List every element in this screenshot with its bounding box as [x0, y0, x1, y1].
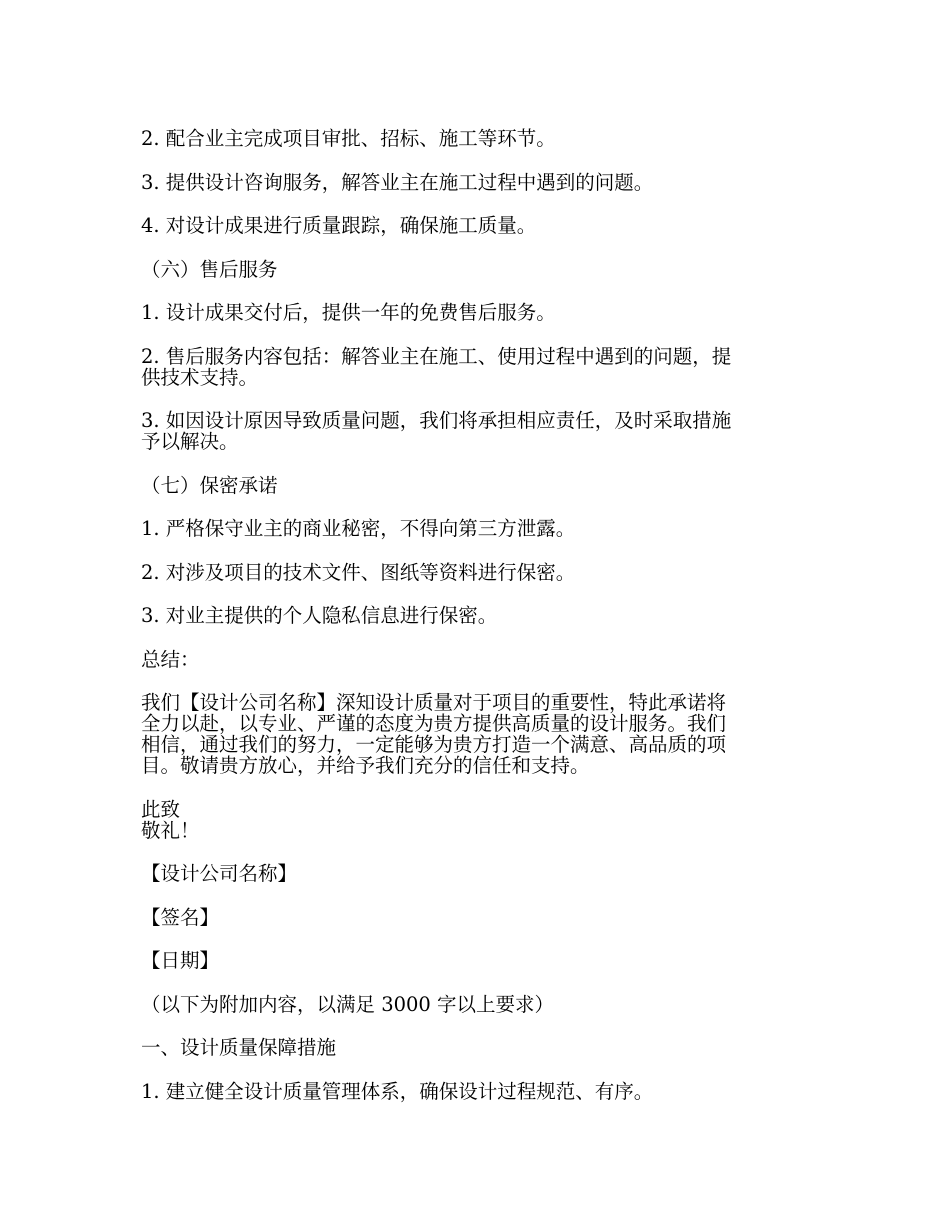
text-line: 敬礼！ [141, 818, 200, 842]
list-item-1-trade-secrets [141, 518, 806, 539]
closing-salutation [141, 799, 806, 841]
text-line: 3. 如因设计原因导致质量问题，我们将承担相应责任，及时采取措施 [141, 409, 732, 432]
text-line: 一、设计质量保障措施 [141, 1036, 337, 1059]
text-line: 全力以赴，以专业、严谨的态度为贵方提供高质量的设计服务。我们 [141, 712, 727, 735]
text-line: （七）保密承诺 [141, 473, 278, 497]
signature-company-name [141, 863, 806, 884]
text-line: 【签名】 [141, 905, 220, 929]
text-line: 【日期】 [141, 949, 220, 972]
text-line: （以下为附加内容，以满足 3000 字以上要求） [141, 992, 555, 1016]
text-line: 供技术支持。 [141, 365, 259, 389]
list-item-3-consulting [141, 172, 806, 193]
text-line: 1. 建立健全设计质量管理体系，确保设计过程规范、有序。 [141, 1079, 654, 1103]
text-line: 目。敬请贵方放心，并给予我们充分的信任和支持。 [141, 754, 590, 777]
text-line: 4. 对设计成果进行质量跟踪，确保施工质量。 [141, 214, 537, 237]
text-line: 相信，通过我们的努力，一定能够为贵方打造一个满意、高品质的项 [141, 733, 727, 756]
text-line: 【设计公司名称】 [141, 862, 298, 885]
text-line: 此致 [141, 797, 181, 821]
summary-paragraph [141, 692, 806, 776]
text-line: 3. 提供设计咨询服务，解答业主在施工过程中遇到的问题。 [141, 170, 654, 194]
section-heading-quality-measures [141, 1037, 806, 1058]
list-item-2-technical-docs [141, 562, 806, 583]
text-line: （六）售后服务 [141, 257, 278, 281]
appendix-note [141, 994, 806, 1015]
signature-date [141, 950, 806, 971]
text-line: 3. 对业主提供的个人隐私信息进行保密。 [141, 604, 498, 627]
list-item-1-quality-system [141, 1081, 806, 1102]
list-item-4-quality-tracking [141, 215, 806, 236]
text-line: 2. 配合业主完成项目审批、招标、施工等环节。 [141, 127, 556, 150]
list-item-3-liability [141, 410, 806, 452]
text-line: 我们【设计公司名称】深知设计质量对于项目的重要性，特此承诺将 [141, 691, 727, 714]
list-item-2-coordinate-approval [141, 128, 806, 149]
section-heading-after-sales [141, 259, 806, 280]
text-line: 总结： [141, 647, 200, 671]
text-line: 2. 对涉及项目的技术文件、图纸等资料进行保密。 [141, 560, 576, 584]
text-line: 1. 设计成果交付后，提供一年的免费售后服务。 [141, 301, 556, 324]
list-item-2-service-content [141, 346, 806, 388]
summary-heading [141, 649, 806, 670]
list-item-1-free-service [141, 302, 806, 323]
section-heading-confidentiality [141, 475, 806, 496]
text-line: 2. 售后服务内容包括：解答业主在施工、使用过程中遇到的问题，提 [141, 344, 732, 368]
text-line: 予以解决。 [141, 430, 239, 453]
list-item-3-privacy [141, 605, 806, 626]
document-body [141, 128, 806, 1124]
text-line: 1. 严格保守业主的商业秘密，不得向第三方泄露。 [141, 517, 576, 540]
signature-name [141, 907, 806, 928]
